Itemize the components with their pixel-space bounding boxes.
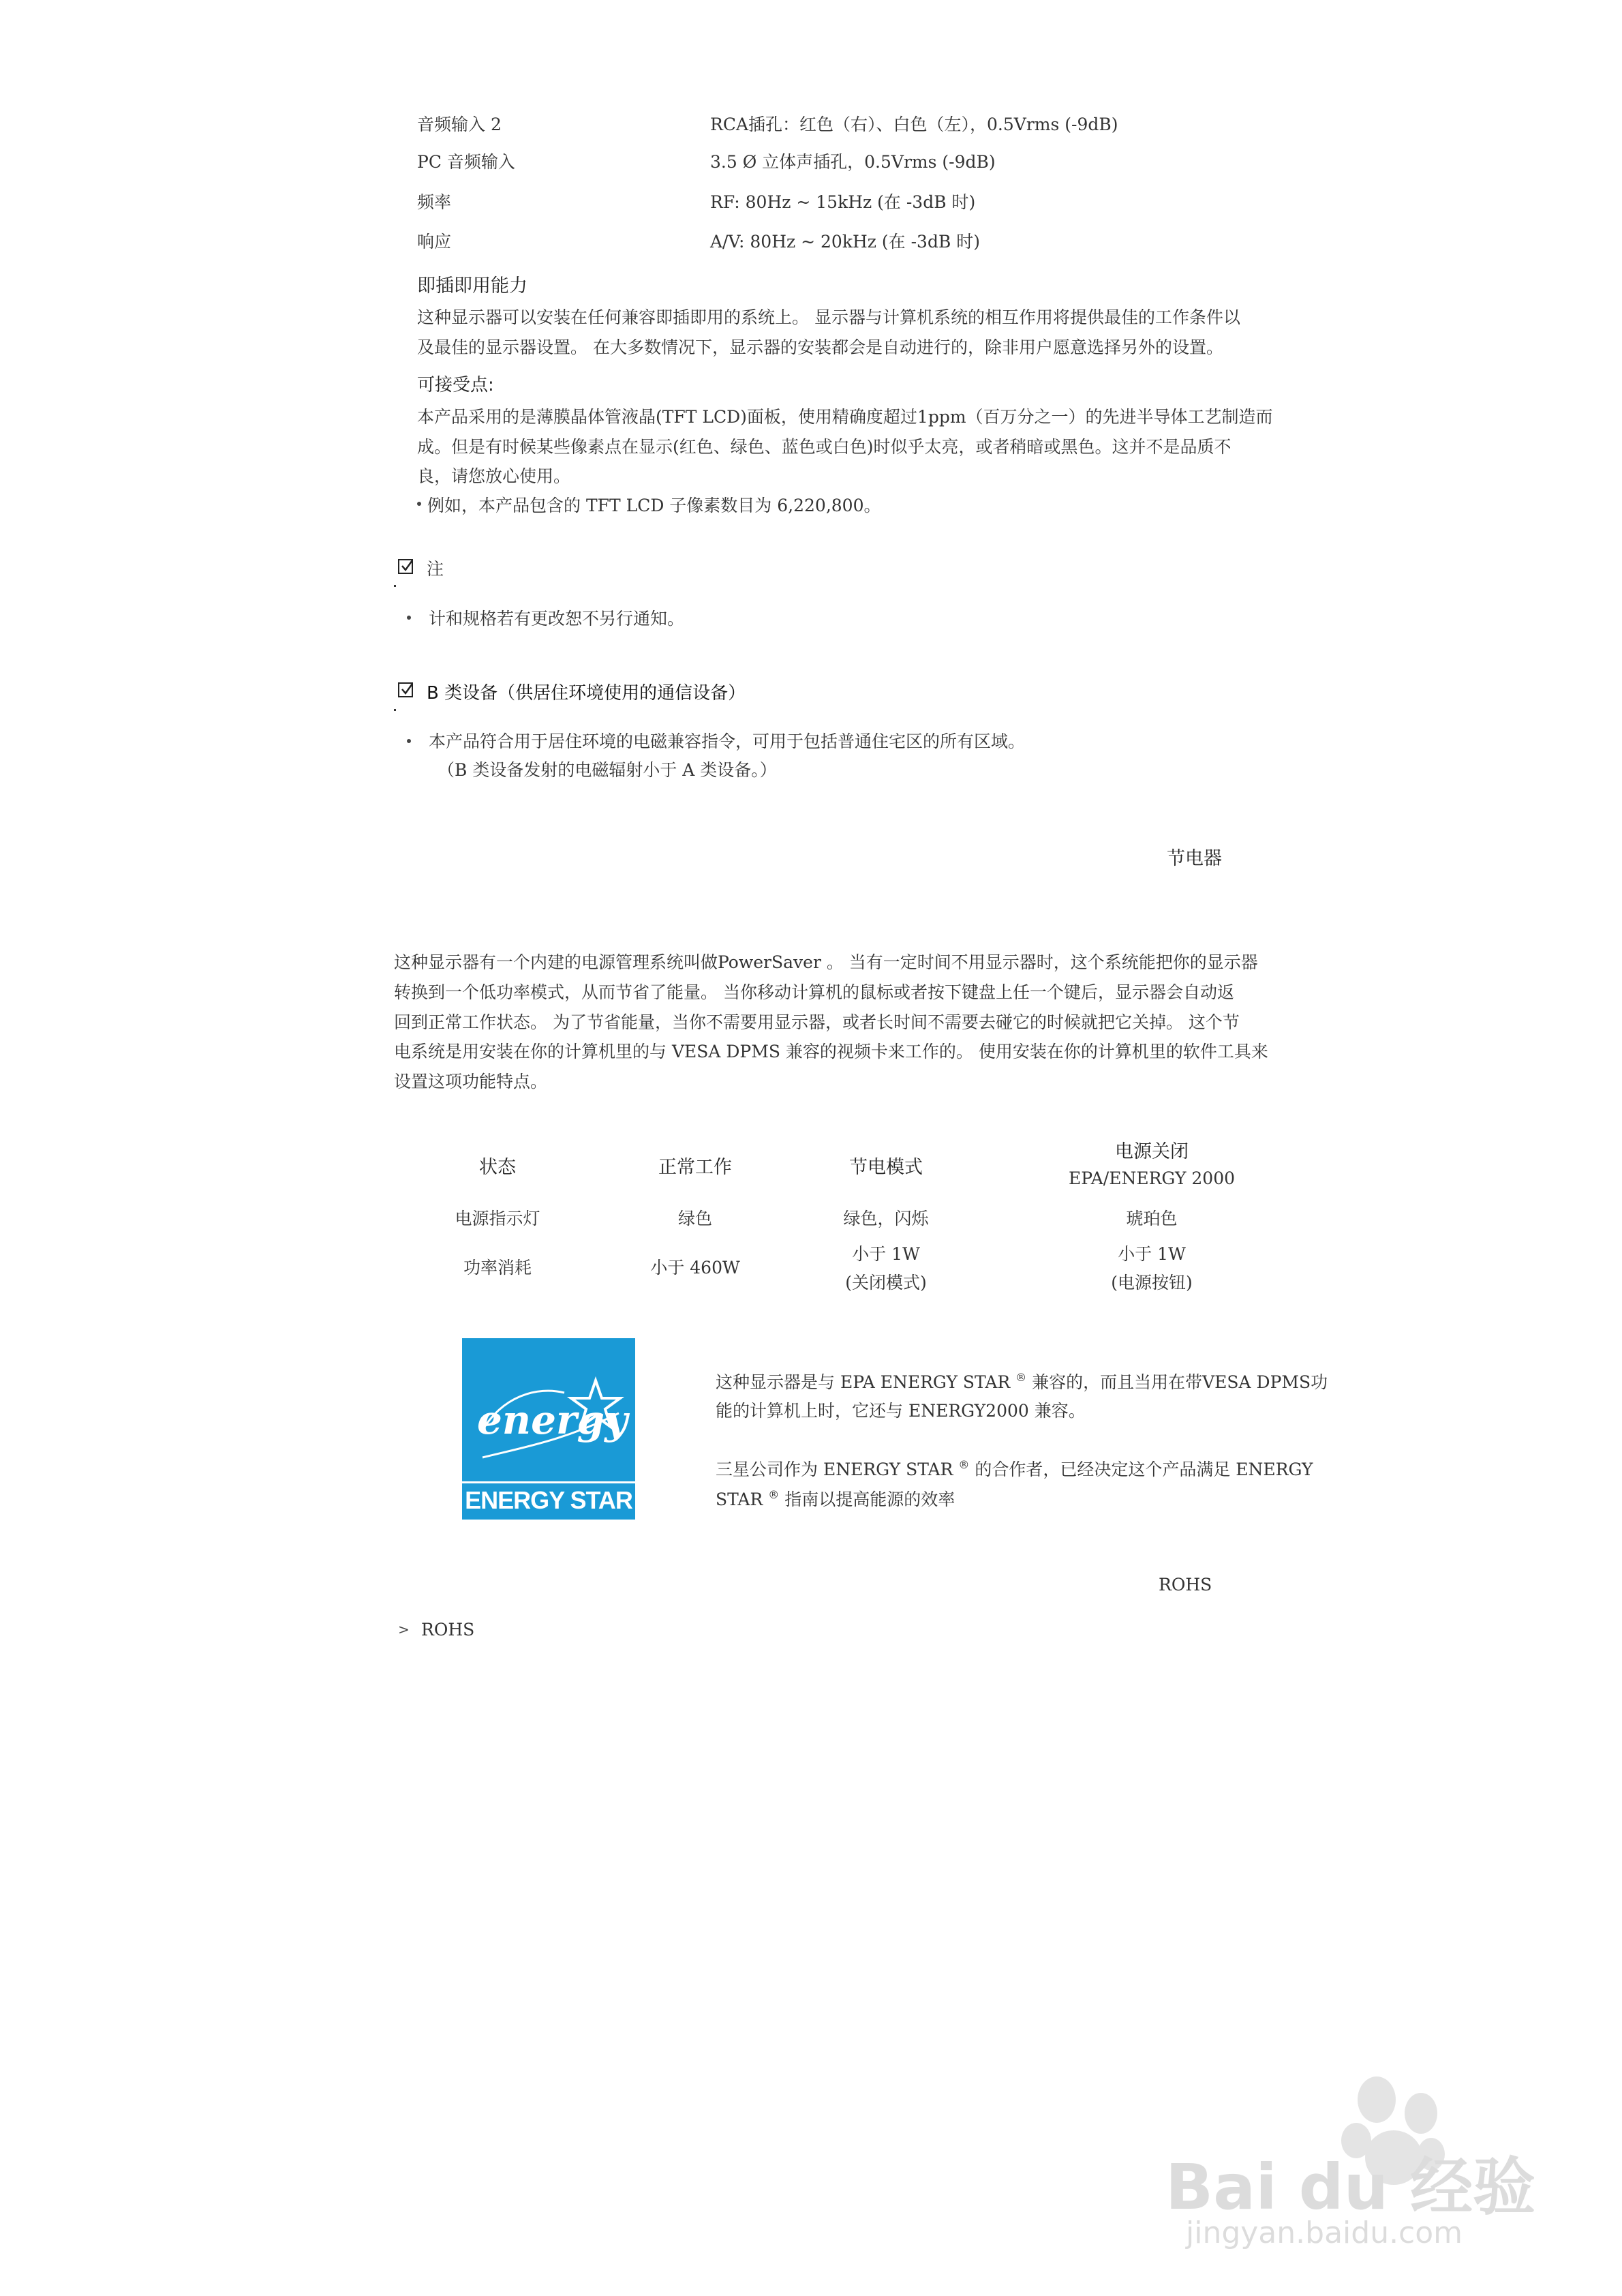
- energy-star-text: [716, 1369, 1328, 1393]
- plug-play-heading: 即插即用能力: [417, 275, 527, 297]
- baidu-watermark: [1152, 2072, 1536, 2256]
- table-header-sub: EPA/ENERGY 2000: [1068, 1168, 1236, 1188]
- energy-star-text-part: 这种显示器是与 EPA ENERGY STAR: [716, 1372, 1011, 1392]
- energy-star-text-part: 的合作者，已经决定这个产品满足 ENERGY: [975, 1460, 1313, 1479]
- acceptable-line: 良，请您放心使用。: [417, 466, 571, 486]
- energy-star-text-part: 兼容的，而且当用在带VESA DPMS功: [1032, 1372, 1328, 1392]
- divider-dot: [394, 709, 396, 711]
- registered-mark: ®: [958, 1458, 970, 1471]
- registered-mark: ®: [768, 1488, 780, 1501]
- power-saver-line: 转换到一个低功率模式，从而节省了能量。 当你移动计算机的鼠标或者按下键盘上任一个键后，显示器会自动返: [394, 982, 1234, 1002]
- acceptable-line: 成。但是有时候某些像素点在显示(红色、绿色、蓝色或白色)时似乎太亮，或者稍暗或黑色。这并不是品质不: [417, 437, 1231, 457]
- power-saver-heading: 节电器: [1167, 848, 1222, 869]
- rohs-heading: ROHS: [1159, 1575, 1212, 1595]
- note-title: 注: [427, 559, 444, 579]
- energy-star-icon: [462, 1338, 635, 1481]
- note-item: 计和规格若有更改恕不另行通知。: [429, 609, 685, 629]
- spec-label: 响应: [417, 232, 452, 252]
- table-cell: 琥珀色: [1126, 1209, 1178, 1228]
- power-saver-line: 回到正常工作状态。 为了节省能量，当你不需要用显示器，或者长时间不需要去碰它的时候就把它关掉。 这个节: [394, 1012, 1240, 1032]
- spec-value: RF: 80Hz ~ 15kHz (在 -3dB 时): [710, 192, 976, 212]
- table-cell-sub: (关闭模式): [845, 1273, 927, 1293]
- table-cell: 小于 460W: [650, 1258, 740, 1278]
- bullet-dot: [407, 739, 411, 743]
- class-b-line: 本产品符合用于居住环境的电磁兼容指令，可用于包括普通住宅区的所有区域。: [429, 731, 1026, 751]
- table-header: 正常工作: [658, 1157, 732, 1178]
- table-header: 电源关闭: [1115, 1141, 1189, 1162]
- spec-label: 音频输入 2: [417, 115, 502, 134]
- energy-script-text: energy: [477, 1397, 628, 1443]
- spec-label: PC 音频输入: [417, 152, 515, 172]
- energy-star-label: ENERGY STAR: [465, 1486, 632, 1514]
- energy-star-text-part: 指南以提高能源的效率: [784, 1490, 955, 1509]
- spec-value: RCA插孔：红色（右）、白色（左），0.5Vrms (-9dB): [710, 115, 1118, 134]
- table-cell: 小于 1W: [1118, 1244, 1186, 1264]
- checkbox-icon: [398, 682, 413, 697]
- plug-play-line: 这种显示器可以安装在任何兼容即插即用的系统上。 显示器与计算机系统的相互作用将提供最佳的工作条件以: [417, 307, 1240, 327]
- class-b-title: B 类设备（供居住环境使用的通信设备）: [427, 683, 746, 704]
- energy-star-logo: [462, 1338, 635, 1520]
- divider-dot: [394, 585, 396, 587]
- power-saver-line: 这种显示器有一个内建的电源管理系统叫做PowerSaver 。 当有一定时间不用显示器时，这个系统能把你的显示器: [394, 952, 1258, 972]
- energy-star-text: [716, 1486, 955, 1511]
- table-cell: 功率消耗: [463, 1258, 532, 1278]
- bullet-dot: [407, 616, 411, 620]
- spec-label: 频率: [417, 192, 452, 212]
- table-cell: 绿色: [677, 1209, 712, 1228]
- acceptable-example: 例如，本产品包含的 TFT LCD 子像素数目为 6,220,800。: [427, 496, 881, 515]
- rohs-link[interactable]: ROHS: [421, 1620, 475, 1640]
- acceptable-line: 本产品采用的是薄膜晶体管液晶(TFT LCD)面板，使用精确度超过1ppm（百万分之一）的先进半导体工艺制造而: [417, 407, 1273, 427]
- chevron-right-icon: >: [398, 1621, 410, 1637]
- spec-value: 3.5 Ø 立体声插孔，0.5Vrms (-9dB): [710, 152, 996, 172]
- energy-star-text-part: STAR: [716, 1490, 763, 1509]
- power-saver-line: 设置这项功能特点。: [394, 1072, 548, 1091]
- watermark-url: jingyan.baidu.com: [1186, 2216, 1463, 2250]
- class-b-line: （B 类设备发射的电磁辐射小于 A 类设备。）: [438, 760, 777, 780]
- logo-divider: [462, 1481, 635, 1483]
- spec-value: A/V: 80Hz ~ 20kHz (在 -3dB 时): [710, 232, 981, 252]
- table-cell: 绿色，闪烁: [843, 1209, 929, 1228]
- table-cell-sub: (电源按钮): [1111, 1273, 1193, 1293]
- table-header: 状态: [479, 1157, 516, 1178]
- energy-star-text: 能的计算机上时，它还与 ENERGY2000 兼容。: [716, 1401, 1086, 1421]
- bullet-dot: [417, 502, 421, 506]
- plug-play-line: 及最佳的显示器设置。 在大多数情况下，显示器的安装都会是自动进行的，除非用户愿意选择另外的设置。: [417, 337, 1223, 357]
- watermark-brand: Bai du 经验: [1165, 2151, 1536, 2224]
- energy-star-text-part: 三星公司作为 ENERGY STAR: [716, 1460, 953, 1479]
- table-cell: 电源指示灯: [455, 1209, 540, 1228]
- power-saver-line: 电系统是用安装在你的计算机里的与 VESA DPMS 兼容的视频卡来工作的。 使用安装在你的计算机里的软件工具来: [394, 1042, 1268, 1061]
- table-cell: 小于 1W: [852, 1244, 920, 1264]
- checkbox-icon: [398, 559, 413, 574]
- table-header: 节电模式: [849, 1157, 923, 1178]
- registered-mark: ®: [1015, 1371, 1027, 1384]
- energy-star-text: [716, 1456, 1313, 1481]
- acceptable-heading: 可接受点:: [417, 375, 494, 395]
